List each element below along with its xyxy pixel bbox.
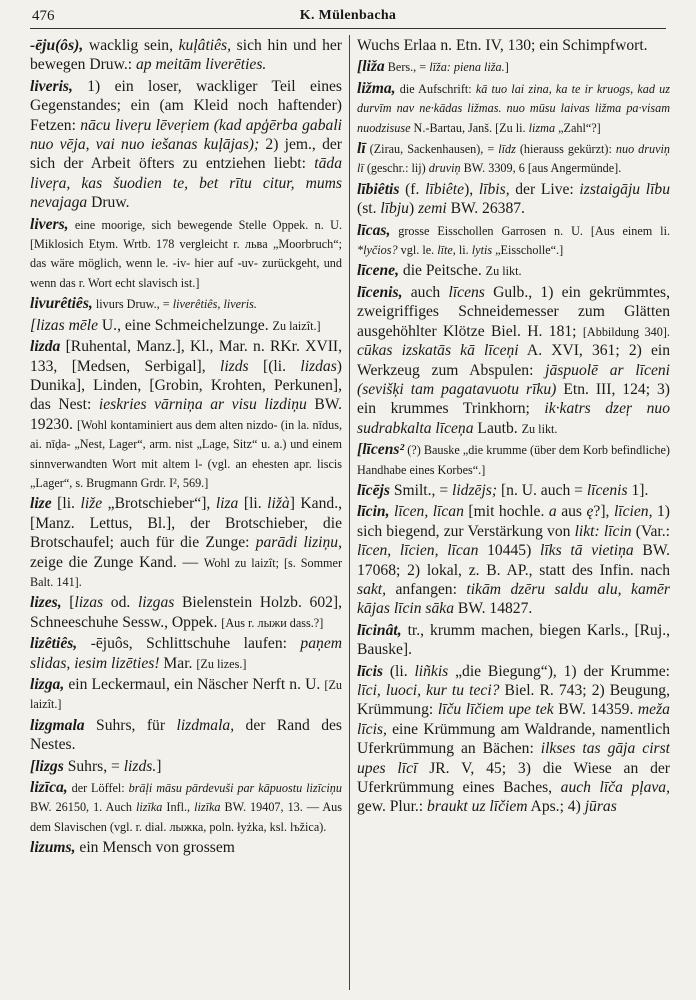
entry-text: (Zirau, Sackenhausen), = [365,142,499,157]
entry-text: U., eine Schmeichelzunge. [98,316,273,334]
entry-headword: liveris, [30,77,73,95]
entry-headword: lī [357,140,366,158]
entry-text: lizdmala, [176,716,235,734]
entry-text: ein Leckermaul, ein Näscher Nerft n. U. [64,676,325,693]
dictionary-entry [30,778,342,836]
dictionary-entry [357,662,670,817]
entry-text: Wuchs Erlaa n. Etn. IV, 130; ein Schimpfwort. [357,37,648,54]
entry-text: die Aufschrift: [395,81,476,96]
entry-text: vgl. le. [397,243,438,258]
entry-text: eine moorige, sich bewegende Stelle Oppek. n. U. [Miklosich Etym. Wrtb. 178 vergleicht r. львa „Moorbruch“; das wäre möglich, wenn le. -iv- hier auf -uv- zurückgeht, und wenn das r. Wort echt slavisch ist.] [30,217,342,290]
entry-text: [li. [51,495,81,513]
entry-text: izstaigāju lību [579,180,670,198]
entry-text: lizīka [194,800,221,815]
entry-text: līcenis [586,481,628,499]
entry-headword: lizga, [30,676,65,693]
entry-text: jāspuolē ar līceni (sevišķi tam pagatavuotu rīku) [357,361,670,398]
entry-text: BW. 19407, 13. — Aus dem Slavischen (vgl. r. dial. лыжка, poln. łyżka, ksl. lъžica). [30,800,342,834]
entry-text: 1) sich biegend, zur Verstärkung von [357,503,670,540]
dictionary-entry [30,294,342,313]
entry-text: lizdas [300,357,337,375]
entry-text: [Wohl kontaminiert aus dem alten nizdo- (in la. nīdus, ai. nīḍa- „Nest, Lager“, arm. nist „Lage, Sitz“ u. a.) und einem sinnverwandten Wort mit altem l- (vgl. an ehesten apr. liscis „Lager“, s. Brugmann Grdr. I², 569.] [30,417,342,490]
entry-text: tikām dzēru saldu alu, kamēr kājas līcin sāka [357,580,670,618]
entry-text: Bielenstein Holzb. 602], Schneeschuhe Sessw., Oppek. [30,594,342,631]
entry-text: parādi liziņu, [255,534,342,552]
entry-text: (?) Bauske „die krumme (über dem Korb befindliche) Handhabe eines Korbes“.] [357,443,670,477]
dictionary-entry [30,316,342,335]
entry-text: jūras [584,798,617,816]
dictionary-entry [357,440,670,479]
entry-text: (Var.: [631,522,670,540]
entry-text: eine Krümmung am Waldrande, namentlich Uferkrümmung an Bächen: [357,720,670,758]
dictionary-entry [30,77,342,213]
entry-text: liñkis [414,662,449,680]
entry-text: Zu likt. [521,421,558,436]
entry-text: od. [103,594,138,612]
entry-text: līcen, līcan [394,503,464,521]
entry-text: zemi [418,200,447,218]
entry-text: lizds. [123,757,157,775]
entry-text: lībis, [478,180,510,198]
entry-headword: [līcens² [357,441,405,459]
dictionary-entry [30,215,342,293]
entry-text: BW. 19230. [30,396,342,433]
entry-text: „Brotschieber“], [102,495,216,513]
entry-text: ik·katrs dzeŗ nuo sudrabkalta līceņa [357,400,670,437]
entry-text: ), [464,180,479,198]
entry-text: der Live: [509,180,580,198]
entry-headword: līcis [357,662,383,680]
entry-text: [Zu laizît.] [30,678,342,712]
entry-text: liže [80,495,103,513]
entry-text: BW. 14827. [454,600,533,618]
dictionary-entry [357,283,670,438]
column-divider [349,35,350,990]
dictionary-entry [30,716,342,755]
entry-headword: livers, [30,215,69,233]
entry-headword: līcin, [357,503,390,521]
entry-text: līcien, [613,503,653,521]
dictionary-entry [357,261,670,280]
dictionary-entry [357,481,670,500]
entry-text: liverêtiês, liveris. [172,297,257,312]
entry-text: lībiête [425,180,465,198]
entry-text: līks tā vietiņa [540,542,634,560]
entry-headword: lizums, [30,839,76,857]
entry-text: Lautb. [473,419,522,437]
entry-text [591,779,600,796]
entry-text: „die Biegung“), 1) der Krumme: [448,662,670,680]
entry-text: [Zu lizes.] [196,656,247,671]
entry-text: nuo druviņ lī [357,142,670,176]
entry-headword: lizīca, [30,779,68,797]
entry-text: Infl., [162,800,195,815]
dictionary-entry [357,180,670,219]
entry-text: lidzējs; [452,481,498,499]
entry-text: ein Mensch von grossem [75,839,235,857]
entry-headword: lize [30,495,52,513]
entry-text: Suhrs, für [84,716,177,734]
entry-headword: [lizgs [30,757,64,775]
entry-headword: [liža [357,58,385,76]
header-rule [30,28,666,29]
entry-text: (li. [383,662,415,680]
entry-headword: lizgmala [30,716,85,734]
entry-text: lytis [471,243,493,258]
entry-text: nācu liveŗu lēveŗiem (kad apģērba gabali nuo vēja, vai nuo iešanas kuļājas); [30,116,342,154]
entry-text: līcen, līcien, līcan [357,542,479,560]
entry-text: lizas [74,594,104,612]
entry-text: [lizas mēle [30,316,99,334]
entry-text: Aps.; 4) [527,798,585,816]
entry-text: BW. 26387. [446,200,525,218]
entry-text: Wohl zu laizît; [s. Sommer Balt. 141]. [30,555,342,589]
entry-text: līte, [437,243,456,258]
entry-text: [Abbildung 340]. [582,324,670,339]
entry-text: BW. 14359. [553,701,638,719]
entry-text: lizīka [135,800,163,815]
entry-text: der Löffel: [67,781,129,796]
entry-text: Zu likt. [485,264,522,279]
entry-text: tr., krumm machen, biegen Karls., [Ruj., Bauske]. [357,621,670,659]
entry-text: JR. V, 45; 3) die Wiese an der Uferkrümmung eines Baches, [357,759,670,797]
dictionary-entry [357,36,670,55]
entry-text: ?], [593,503,614,521]
entry-headword: līcas, [357,221,391,239]
left-column [30,36,342,994]
entry-text: [n. U. auch = [497,481,587,499]
entry-text: anfangen: [386,580,467,598]
entry-text: zeige die Zunge Kand. — [30,553,204,571]
entry-text: „Eisscholle“.] [492,243,564,258]
dictionary-entry [30,757,342,776]
entry-text: 1]. [627,481,649,499]
entry-text: (st. [357,200,381,218]
entry-text: ) [408,200,419,218]
entry-headword: -ēju(ôs), [30,37,84,54]
dictionary-entry [357,79,670,137]
page-number: 476 [32,8,55,24]
entry-text: Suhrs, = [63,757,124,775]
entry-text: Bers., = [384,60,430,75]
entry-text: wacklig sein, [83,37,179,54]
dictionary-entry [30,593,342,632]
entry-text: ližà [267,495,290,513]
entry-headword: līcene, [357,262,399,280]
entry-text: [ [61,594,75,612]
entry-text: aus [556,503,587,521]
entry-text: Mar. [159,654,197,672]
dictionary-entry [357,502,670,618]
entry-text: li. [455,243,472,258]
entry-text: 1) ein loser, wackliger Teil eines Gegenstandes; ein (am Kleid noch haftender) Fetzen: [30,77,342,134]
entry-text: meža līcis, [357,701,670,738]
entry-text: Gulb., 1) ein gekrümmtes, zweigriffiges Schneidemesser zum Glätten ausgehöhlter Klötze Biel. H. 181; [357,283,670,340]
entry-headword: līcinât, [357,621,402,639]
entry-text: [(li. [248,357,301,375]
entry-text: „Zahl“?] [555,120,601,135]
entry-text: likt: [574,522,600,540]
entry-text: a [548,503,557,521]
entry-headword: lizes, [30,594,62,612]
entry-text: A. XVI, 361; 2) ein Werkzeug zum Abspulen: [357,342,670,379]
page-header [30,6,666,28]
entry-text: ap meitām liverēties. [135,56,267,74]
entry-text: Zu laizît.] [272,318,321,333]
entry-text: Druw. [87,194,130,212]
dictionary-entry [30,337,342,492]
entry-headword: līcenis, [357,283,403,301]
entry-text: auch [560,779,591,797]
entry-text: ] Kand., [Manz. Lettus, Bl.], der Brotschieber, die Brotschaufel; auch für die Zunge: [30,495,342,552]
entry-text: druviņ [428,161,461,176]
entry-headword: līcējs [357,481,390,499]
entry-text: -ējuôs, Schlittschuhe laufen: [77,635,301,653]
entry-text: BW. 26150, 1. Auch [30,800,136,815]
entry-headword: lizda [30,338,61,356]
entry-text: kā tuo lai zina, ka te ir kruogs, kad uz durvīm nav ne·kādas ližmas. nuo mūsu laivas ližma pa·visam nuodzisuse [357,81,670,135]
entry-text: kuļâtiês, [178,37,232,54]
dictionary-entry [357,621,670,660]
entry-text: ieskries vārniņa ar visu lizdiņu [98,396,307,414]
dictionary-entry [30,675,342,714]
entry-text: lizgas [137,594,175,612]
entry-text: sakt, [357,580,387,598]
entry-text: (hierauss gekürzt): [515,142,616,157]
entry-text: līža: piena liža. [429,60,505,75]
entry-text: [mit hochle. [463,503,549,521]
dictionary-entry [30,634,342,673]
dictionary-entry [30,494,342,591]
entry-headword: livurêtiês, [30,295,93,313]
entry-headword: lībiêtis [357,180,400,198]
entry-text: grosse Eisschollen Garrosen n. U. [Aus einem li. [390,223,670,238]
entry-text: 2) jem., der sich der Arbeit öfters zu entziehen liebt: [30,136,342,173]
entry-text: *lyčios? [357,243,398,258]
entry-text: līdz [498,142,516,157]
entry-text: livurs Druw., = [92,297,173,312]
dictionary-entry [30,36,342,75]
entry-text: Etn. III, 124; 3) ein krummes Trinkhorn; [357,380,670,418]
entry-text: gew. Plur.: [357,798,428,816]
entry-text: [li. [238,495,268,513]
dictionary-entry [357,57,670,76]
dictionary-entry [357,139,670,178]
entry-text: līci, luoci, kur tu teci? [357,682,500,699]
entry-text: BW. 3309, 6 [aus Angermünde]. [460,161,622,176]
entry-text: lībju [380,200,409,218]
running-head: K. Mülenbacha [299,8,397,23]
entry-text: braukt uz līčiem [427,798,528,816]
entry-text: BW. 17068; 2) lokal, z. B. AP., statt des Infin. nach [357,542,670,579]
entry-text: lizma [528,120,556,135]
entry-text: (f. [399,180,426,198]
entry-text: līcens [448,283,485,301]
entry-text: liza [215,495,239,513]
dictionary-entry [357,221,670,260]
entry-text: (geschr.: lij) [363,161,429,176]
entry-text: ] [156,757,162,775]
entry-text: paņem slidas, iesim lizēties! [30,635,342,672]
entry-text: līča pļava, [599,779,670,797]
right-column [357,36,670,994]
entry-text: [Aus r. лыжи dass.?] [221,615,324,630]
entry-text: līču līčiem upe tek [437,701,554,719]
entry-headword: lizêtiês, [30,635,78,653]
entry-text: 10445) [478,542,541,560]
entry-text: cūkas izskatās kā līceņi [357,342,519,360]
entry-text: lizds [220,357,249,375]
entry-headword: ližma, [357,79,396,97]
entry-text: Smilt., = [389,481,453,499]
entry-text: ilkses tas gāja cirst upes līcī [357,740,670,777]
entry-text: N.-Bartau, Janš. [Zu li. [410,120,529,135]
entry-text: ) Dunika], Linden, [Grobin, Krohten, Perkunen], das Nest: [30,357,342,414]
entry-text: sich hin und her bewegen Druw.: [30,37,342,74]
entry-text: Biel. R. 743; 2) Beugung, Krümmung: [357,682,670,719]
entry-text: [Ruhental, Manz.], Kl., Mar. n. RKr. XVII, 133, [Medsen, Serbigal], [30,338,342,375]
entry-text: brāļi māsu pārdevuši par kāpuostu lizīciņu [128,781,342,796]
entry-text: ę [586,503,594,521]
entry-text: tāda liveŗa, kas šuodien te, bet rītu citur, mums nevajaga [30,155,342,212]
entry-text: der Rand des Nestes. [30,716,342,754]
entry-text: ] [504,60,509,75]
entry-text: līcin [603,522,632,540]
entry-text: die Peitsche. [399,262,486,280]
dictionary-entry [30,838,342,857]
entry-text: auch [402,283,449,301]
